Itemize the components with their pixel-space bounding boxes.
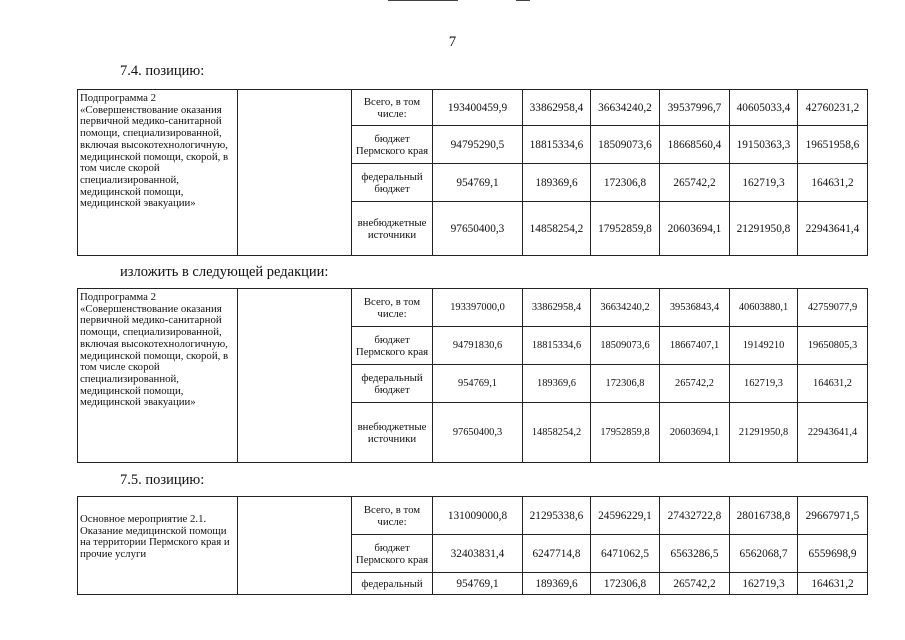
value-cell: 172306,8	[591, 573, 660, 595]
row-label: внебюджетные источники	[352, 403, 433, 463]
value-cell: 40605033,4	[730, 90, 798, 126]
value-cell: 28016738,8	[730, 497, 798, 535]
value-cell: 17952859,8	[591, 403, 660, 463]
value-cell: 22943641,4	[798, 202, 868, 256]
empty-cell	[238, 90, 352, 256]
value-cell: 19149210	[730, 327, 798, 365]
empty-cell	[238, 497, 352, 595]
empty-cell	[238, 289, 352, 463]
value-cell: 19651958,6	[798, 126, 868, 164]
page-number: 7	[448, 34, 457, 50]
value-cell: 40603880,1	[730, 289, 798, 327]
value-cell: 32403831,4	[433, 535, 523, 573]
value-cell: 18667407,1	[660, 327, 730, 365]
value-cell: 189369,6	[523, 164, 591, 202]
row-label: Всего, в том числе:	[352, 497, 433, 535]
value-cell: 21291950,8	[730, 403, 798, 463]
value-cell: 14858254,2	[523, 403, 591, 463]
row-label: внебюджетные источники	[352, 202, 433, 256]
value-cell: 131009000,8	[433, 497, 523, 535]
value-cell: 24596229,1	[591, 497, 660, 535]
row-label: бюджет Пермского края	[352, 126, 433, 164]
row-label: Всего, в том числе:	[352, 289, 433, 327]
top-scan-line	[516, 0, 530, 1]
row-label: федеральный	[352, 573, 433, 595]
value-cell: 162719,3	[730, 164, 798, 202]
value-cell: 162719,3	[730, 365, 798, 403]
value-cell: 189369,6	[523, 573, 591, 595]
value-cell: 18509073,6	[591, 327, 660, 365]
value-cell: 18815334,6	[523, 126, 591, 164]
value-cell: 94795290,5	[433, 126, 523, 164]
value-cell: 265742,2	[660, 164, 730, 202]
value-cell: 6471062,5	[591, 535, 660, 573]
value-cell: 39536843,4	[660, 289, 730, 327]
row-label: Всего, в том числе:	[352, 90, 433, 126]
value-cell: 164631,2	[798, 365, 868, 403]
section-heading-7-4: 7.4. позицию:	[120, 63, 205, 79]
row-label: федеральный бюджет	[352, 164, 433, 202]
value-cell: 33862958,4	[523, 90, 591, 126]
value-cell: 18668560,4	[660, 126, 730, 164]
value-cell: 42760231,2	[798, 90, 868, 126]
value-cell: 97650400,3	[433, 403, 523, 463]
value-cell: 6559698,9	[798, 535, 868, 573]
table-row	[78, 90, 868, 126]
table-row	[78, 497, 868, 535]
value-cell: 164631,2	[798, 164, 868, 202]
value-cell: 189369,6	[523, 365, 591, 403]
value-cell: 18509073,6	[591, 126, 660, 164]
value-cell: 18815334,6	[523, 327, 591, 365]
value-cell: 22943641,4	[798, 403, 868, 463]
section-heading-7-5: 7.5. позицию:	[120, 472, 205, 488]
value-cell: 265742,2	[660, 573, 730, 595]
value-cell: 42759077,9	[798, 289, 868, 327]
value-cell: 954769,1	[433, 365, 523, 403]
value-cell: 21295338,6	[523, 497, 591, 535]
value-cell: 6562068,7	[730, 535, 798, 573]
section-heading-new-edition: изложить в следующей редакции:	[120, 264, 329, 280]
value-cell: 97650400,3	[433, 202, 523, 256]
value-cell: 21291950,8	[730, 202, 798, 256]
value-cell: 162719,3	[730, 573, 798, 595]
value-cell: 19650805,3	[798, 327, 868, 365]
row-label: бюджет Пермского края	[352, 327, 433, 365]
value-cell: 6563286,5	[660, 535, 730, 573]
value-cell: 39537996,7	[660, 90, 730, 126]
top-scan-line	[388, 0, 458, 1]
table-row	[78, 289, 868, 327]
value-cell: 36634240,2	[591, 289, 660, 327]
value-cell: 19150363,3	[730, 126, 798, 164]
measure-name: Основное мероприятие 2.1. Оказание медицинской помощи на территории Пермского края и прочие услуги	[78, 497, 238, 595]
row-label: федеральный бюджет	[352, 365, 433, 403]
table-7-4-new	[77, 288, 868, 463]
value-cell: 33862958,4	[523, 289, 591, 327]
value-cell: 193397000,0	[433, 289, 523, 327]
value-cell: 94791830,6	[433, 327, 523, 365]
value-cell: 172306,8	[591, 365, 660, 403]
subprogram-name: Подпрограмма 2 «Совершенствование оказания первичной медико-санитарной помощи, специализированной, включая высокотехнологичную, медицинской помощи, скорой, в том числе скорой специализированной, медицинской помощи, медицинской эвакуации»	[78, 90, 238, 256]
value-cell: 17952859,8	[591, 202, 660, 256]
value-cell: 36634240,2	[591, 90, 660, 126]
value-cell: 954769,1	[433, 573, 523, 595]
table-7-4-old	[77, 89, 868, 256]
value-cell: 193400459,9	[433, 90, 523, 126]
row-label: бюджет Пермского края	[352, 535, 433, 573]
value-cell: 20603694,1	[660, 202, 730, 256]
value-cell: 29667971,5	[798, 497, 868, 535]
value-cell: 14858254,2	[523, 202, 591, 256]
value-cell: 954769,1	[433, 164, 523, 202]
value-cell: 6247714,8	[523, 535, 591, 573]
value-cell: 27432722,8	[660, 497, 730, 535]
value-cell: 265742,2	[660, 365, 730, 403]
subprogram-name: Подпрограмма 2 «Совершенствование оказания первичной медико-санитарной помощи, специализированной, включая высокотехнологичную, медицинской помощи, скорой, в том числе скорой специализированной, медицинской помощи, медицинской эвакуации»	[78, 289, 238, 463]
table-7-5-old	[77, 496, 868, 595]
value-cell: 172306,8	[591, 164, 660, 202]
value-cell: 20603694,1	[660, 403, 730, 463]
value-cell: 164631,2	[798, 573, 868, 595]
